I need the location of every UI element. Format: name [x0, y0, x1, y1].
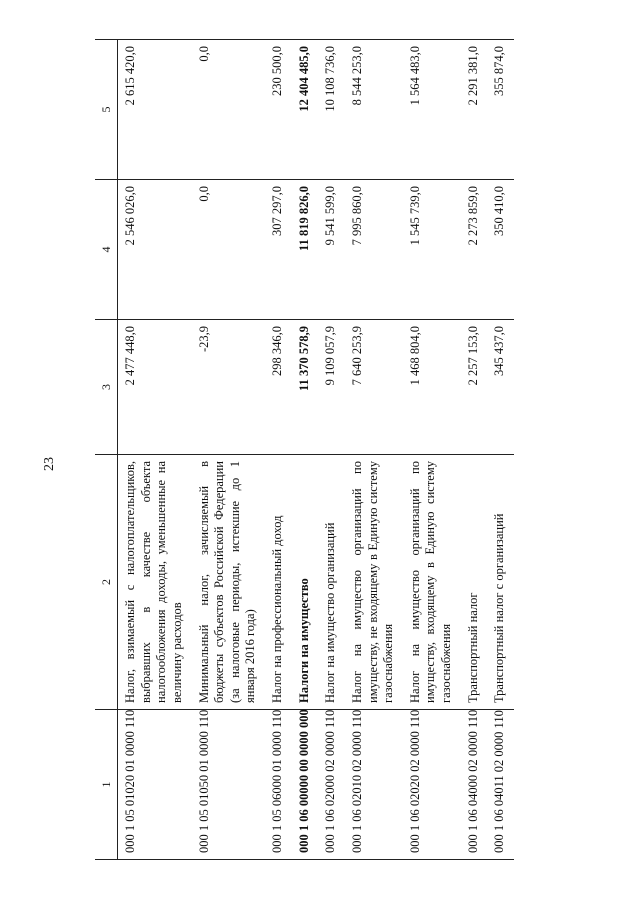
revenue-name-cell: Налог на имущество организаций [318, 455, 345, 710]
revenue-name-cell: Налог, взимаемый с налогоплательщиков, выбравших в качестве объекта налогообложения доходы, уменьшенные на величину расходов [118, 455, 192, 710]
page-number: 23 [42, 457, 57, 471]
budget-code-cell: 000 1 06 04011 02 0000 110 [487, 710, 514, 860]
value-col-4-cell: 11 819 826,0 [292, 180, 319, 320]
value-col-3-cell: 11 370 578,9 [292, 320, 319, 455]
table-row [345, 40, 403, 860]
value-col-3-cell: 7 640 253,9 [345, 320, 403, 455]
table-header-row [95, 40, 118, 860]
table-row [461, 40, 488, 860]
value-col-5-cell: 2 615 420,0 [118, 40, 192, 180]
value-col-4-cell: 2 273 859,0 [461, 180, 488, 320]
budget-code-cell: 000 1 05 06000 01 0000 110 [265, 710, 292, 860]
revenue-table-sheet [95, 40, 595, 860]
table-row [118, 40, 192, 860]
budget-code-cell: 000 1 06 04000 02 0000 110 [461, 710, 488, 860]
header-col-2: 2 [95, 455, 118, 710]
value-col-4-cell: 7 995 860,0 [345, 180, 403, 320]
revenue-name-cell: Налог на имущество организаций по имуществу, не входящему в Единую систему газоснабжения [345, 455, 403, 710]
value-col-5-cell: 355 874,0 [487, 40, 514, 180]
value-col-3-cell: 9 109 057,9 [318, 320, 345, 455]
table-row [403, 40, 461, 860]
value-col-4-cell: 307 297,0 [265, 180, 292, 320]
value-col-4-cell: 350 410,0 [487, 180, 514, 320]
budget-code-cell: 000 1 06 00000 00 0000 000 [292, 710, 319, 860]
value-col-3-cell: 345 437,0 [487, 320, 514, 455]
revenue-name-cell: Транспортный налог с организаций [487, 455, 514, 710]
budget-code-cell: 000 1 06 02000 02 0000 110 [318, 710, 345, 860]
budget-code-cell: 000 1 05 01050 01 0000 110 [192, 710, 266, 860]
budget-code-cell: 000 1 06 02020 02 0000 110 [403, 710, 461, 860]
value-col-5-cell: 2 291 381,0 [461, 40, 488, 180]
header-col-1: 1 [95, 710, 118, 860]
value-col-3-cell: -23,9 [192, 320, 266, 455]
revenue-name-cell: Налоги на имущество [292, 455, 319, 710]
table-row [487, 40, 514, 860]
value-col-5-cell: 8 544 253,0 [345, 40, 403, 180]
table-body [118, 40, 514, 860]
revenue-name-cell: Минимальный налог, зачисляемый в бюджеты субъектов Российской Федерации (за налоговые периоды, истекшие до 1 января 2016 года) [192, 455, 266, 710]
header-col-3: 3 [95, 320, 118, 455]
value-col-5-cell: 1 564 483,0 [403, 40, 461, 180]
budget-code-cell: 000 1 06 02010 02 0000 110 [345, 710, 403, 860]
table-row [265, 40, 292, 860]
value-col-5-cell: 12 404 485,0 [292, 40, 319, 180]
revenue-table [95, 39, 514, 860]
revenue-name-cell: Транспортный налог [461, 455, 488, 710]
revenue-name-cell: Налог на профессиональный доход [265, 455, 292, 710]
value-col-4-cell: 0,0 [192, 180, 266, 320]
value-col-5-cell: 0,0 [192, 40, 266, 180]
value-col-4-cell: 1 545 739,0 [403, 180, 461, 320]
budget-code-cell: 000 1 05 01020 01 0000 110 [118, 710, 192, 860]
value-col-4-cell: 2 546 026,0 [118, 180, 192, 320]
value-col-3-cell: 1 468 804,0 [403, 320, 461, 455]
table-row [292, 40, 319, 860]
value-col-3-cell: 2 477 448,0 [118, 320, 192, 455]
table-row [192, 40, 266, 860]
value-col-3-cell: 2 257 153,0 [461, 320, 488, 455]
value-col-3-cell: 298 346,0 [265, 320, 292, 455]
value-col-5-cell: 10 108 736,0 [318, 40, 345, 180]
header-col-5: 5 [95, 40, 118, 180]
header-col-4: 4 [95, 180, 118, 320]
revenue-name-cell: Налог на имущество организаций по имуществу, входящему в Единую систему газоснабжения [403, 455, 461, 710]
table-row [318, 40, 345, 860]
value-col-5-cell: 230 500,0 [265, 40, 292, 180]
value-col-4-cell: 9 541 599,0 [318, 180, 345, 320]
